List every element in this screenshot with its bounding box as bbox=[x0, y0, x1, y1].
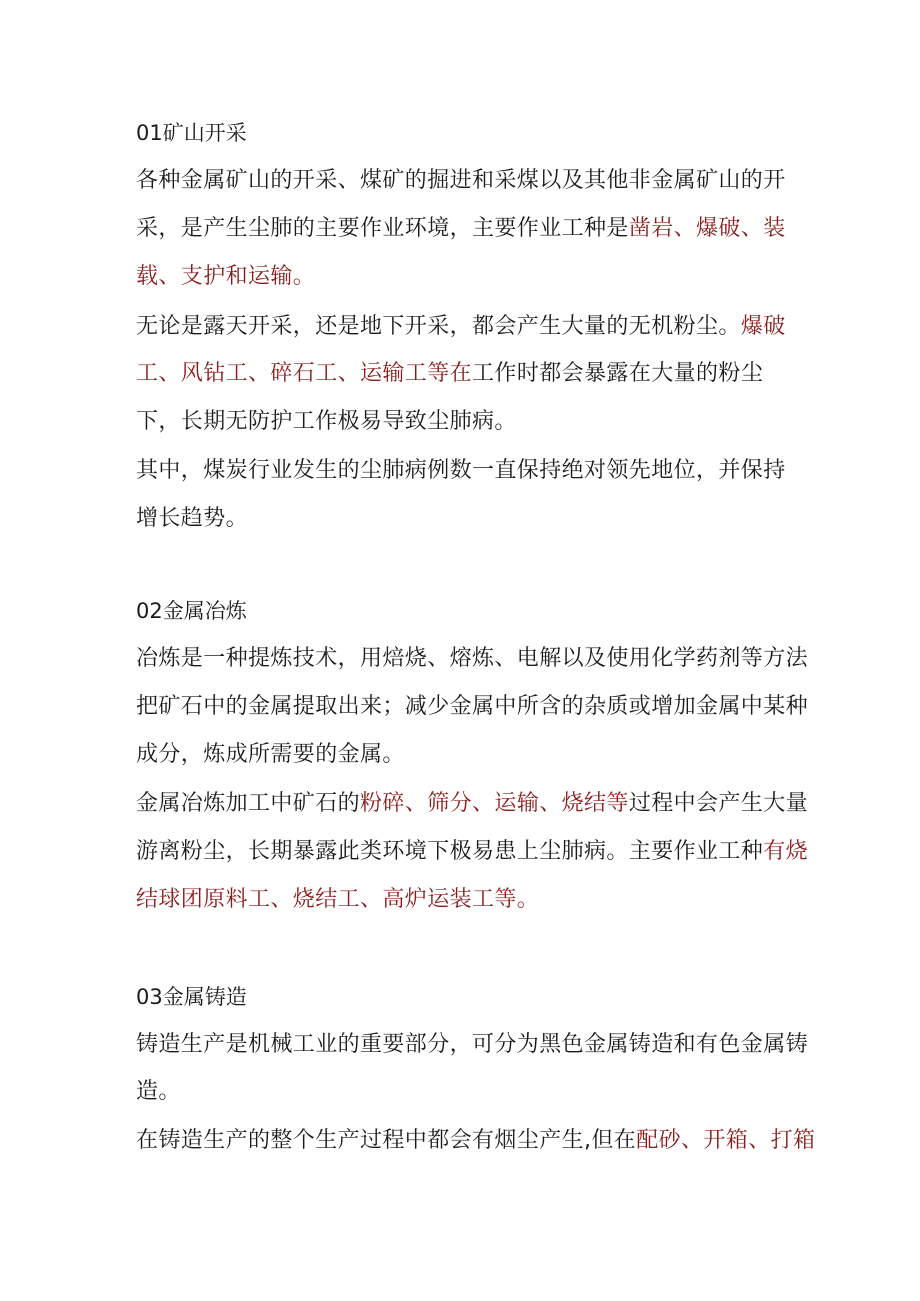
highlight-text: 结球团原料工、烧结工、高炉运装工等。 bbox=[136, 887, 540, 912]
section-heading: 01矿山开采 bbox=[136, 121, 247, 145]
text-line: 增长趋势。 bbox=[136, 506, 249, 531]
highlight-text: 粉碎、筛分、运输、烧结等 bbox=[360, 791, 629, 816]
text-line: 铸造生产是机械工业的重要部分，可分为黑色金属铸造和有色金属铸 bbox=[136, 1032, 809, 1057]
text-line: 各种金属矿山的开采、煤矿的掘进和采煤以及其他非金属矿山的开 bbox=[136, 168, 786, 193]
highlight-text: 工、风钻工、碎石工、运输工等在 bbox=[136, 361, 473, 386]
text-line bbox=[136, 883, 539, 917]
section-heading: 03金属铸造 bbox=[136, 985, 247, 1009]
text-line: 工、风钻工、碎石工、运输工等在工作时都会暴露在大量的粉尘 bbox=[136, 361, 764, 386]
text-line: 造。 bbox=[136, 1079, 181, 1104]
text-line: 成分，炼成所需要的金属。 bbox=[136, 742, 405, 767]
highlight-text: 有烧 bbox=[763, 839, 809, 864]
text-line: 下，长期无防护工作极易导致尘肺病。 bbox=[136, 409, 517, 434]
highlight-text: 爆破 bbox=[740, 314, 786, 339]
highlight-text: 配砂、开箱、打箱 bbox=[636, 1128, 816, 1153]
section-heading: 02金属冶炼 bbox=[136, 599, 247, 623]
highlight-text: 凿岩、爆破、装 bbox=[628, 216, 786, 241]
text-line: 把矿石中的金属提取出来；减少金属中所含的杂质或增加金属中某种 bbox=[136, 694, 809, 719]
text-line: 其中，煤炭行业发生的尘肺病例数一直保持绝对领先地位，并保持 bbox=[136, 458, 786, 483]
text-line: 金属冶炼加工中矿石的粉碎、筛分、运输、烧结等过程中会产生大量 bbox=[136, 791, 809, 816]
highlight-text: 载、支护和运输。 bbox=[136, 264, 316, 289]
text-line: 冶炼是一种提炼技术，用焙烧、熔炼、电解以及使用化学药剂等方法 bbox=[136, 646, 809, 671]
text-line: 在铸造生产的整个生产过程中都会有烟尘产生,但在配砂、开箱、打箱 bbox=[136, 1128, 816, 1153]
text-line: 游离粉尘，长期暴露此类环境下极易患上尘肺病。主要作业工种有烧 bbox=[136, 839, 809, 864]
text-line: 采，是产生尘肺的主要作业环境，主要作业工种是凿岩、爆破、装 bbox=[136, 216, 786, 241]
text-line: 无论是露天开采，还是地下开采，都会产生大量的无机粉尘。爆破 bbox=[136, 314, 786, 339]
text-line bbox=[136, 260, 315, 294]
